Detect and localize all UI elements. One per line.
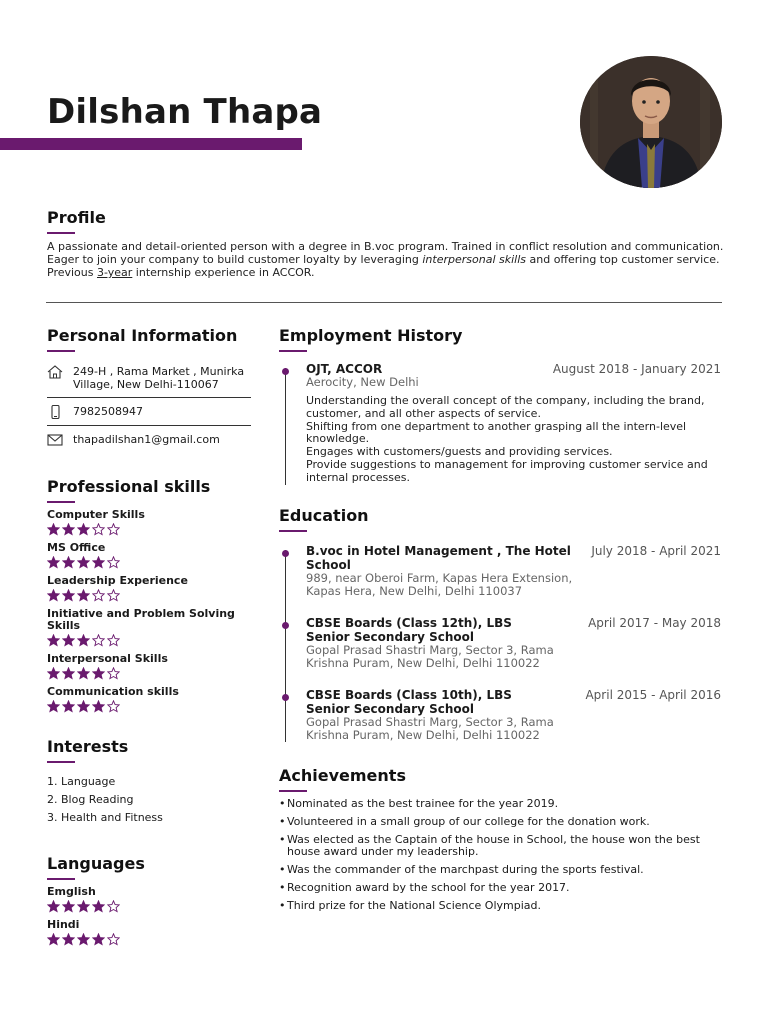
star-empty-icon <box>107 634 120 647</box>
achievement-item: • Volunteered in a small group of our college for the donation work. <box>279 816 721 829</box>
candidate-name: Dilshan Thapa <box>47 92 323 132</box>
heading-underline <box>279 790 307 792</box>
star-empty-icon <box>107 523 120 536</box>
job-duty: Understanding the overall concept of the company, including the brand, customer, and all other aspects of service. <box>306 394 705 420</box>
personal-info-heading: Personal Information <box>47 326 238 345</box>
job-date: August 2018 - January 2021 <box>552 362 721 376</box>
skill-name: MS Office <box>47 541 106 554</box>
star-filled-icon <box>62 556 75 569</box>
skill-name: Interpersonal Skills <box>47 652 168 665</box>
job-duty: Engages with customers/guests and providing services. <box>306 445 613 459</box>
star-rating <box>47 900 251 913</box>
star-filled-icon <box>47 556 60 569</box>
achievements-heading: Achievements <box>279 765 406 785</box>
profile-section <box>47 208 727 279</box>
star-empty-icon <box>92 634 105 647</box>
star-filled-icon <box>92 556 105 569</box>
star-filled-icon <box>77 700 90 713</box>
skill-item <box>47 653 251 680</box>
star-filled-icon <box>47 589 60 602</box>
education-entry <box>279 616 721 670</box>
profile-text: internship experience in ACCOR. <box>132 266 315 279</box>
education-heading: Education <box>279 505 369 525</box>
education-location: Gopal Prasad Shastri Marg, Sector 3, Rama Krishna Puram, New Delhi, Delhi 110022 <box>306 714 554 742</box>
star-filled-icon <box>62 589 75 602</box>
star-empty-icon <box>107 933 120 946</box>
skill-name: Leadership Experience <box>47 574 188 587</box>
languages-list <box>47 886 251 946</box>
education-entry <box>279 544 721 598</box>
name-accent-bar <box>0 138 302 150</box>
person-portrait-icon <box>580 56 722 188</box>
employment-entry <box>279 362 721 485</box>
star-filled-icon <box>92 900 105 913</box>
heading-underline <box>47 501 75 503</box>
star-filled-icon <box>92 667 105 680</box>
star-rating <box>47 523 251 536</box>
employment-heading: Employment History <box>279 326 463 345</box>
address-text: 249-H , Rama Market , Munirka Village, New Delhi-110067 <box>73 365 245 391</box>
profile-summary <box>47 240 727 279</box>
star-filled-icon <box>77 933 90 946</box>
heading-underline <box>47 232 75 234</box>
heading-underline <box>279 530 307 532</box>
star-empty-icon <box>92 523 105 536</box>
star-filled-icon <box>77 523 90 536</box>
profile-text: and offering top customer service. Previous <box>47 253 720 279</box>
languages-heading: Languages <box>47 854 145 873</box>
star-filled-icon <box>62 634 75 647</box>
achievement-item: • Third prize for the National Science Olympiad. <box>279 900 721 913</box>
star-empty-icon <box>92 589 105 602</box>
timeline-dot <box>282 622 289 629</box>
skill-item <box>47 608 251 647</box>
personal-info-list <box>47 358 251 453</box>
heading-underline <box>279 350 307 352</box>
timeline-dot <box>282 368 289 375</box>
job-duty: Provide suggestions to management for improving customer service and internal processes. <box>306 457 708 484</box>
star-rating <box>47 700 251 713</box>
interests-list <box>47 773 251 827</box>
job-description <box>306 395 721 485</box>
employment-timeline <box>279 362 721 485</box>
job-title: OJT, ACCOR <box>306 362 383 376</box>
star-filled-icon <box>47 634 60 647</box>
interests-heading: Interests <box>47 737 129 756</box>
skill-name: Initiative and Problem Solving Skills <box>47 607 235 632</box>
address-row <box>47 358 251 398</box>
profile-photo <box>580 56 722 188</box>
star-filled-icon <box>77 556 90 569</box>
heading-underline <box>47 761 75 763</box>
language-name: Emglish <box>47 885 96 898</box>
education-location: 989, near Oberoi Farm, Kapas Hera Extension, Kapas Hera, New Delhi, Delhi 110037 <box>306 570 573 598</box>
phone-row <box>47 398 251 426</box>
language-item <box>47 886 251 913</box>
star-filled-icon <box>77 589 90 602</box>
skills-list <box>47 509 251 713</box>
mail-icon <box>47 433 63 447</box>
star-empty-icon <box>107 667 120 680</box>
language-item <box>47 919 251 946</box>
star-filled-icon <box>47 900 60 913</box>
section-divider <box>46 302 722 303</box>
star-rating <box>47 589 251 602</box>
star-filled-icon <box>62 523 75 536</box>
star-rating <box>47 556 251 569</box>
star-empty-icon <box>107 700 120 713</box>
education-date: April 2015 - April 2016 <box>585 687 721 702</box>
star-filled-icon <box>62 700 75 713</box>
star-filled-icon <box>77 900 90 913</box>
education-timeline <box>279 544 721 742</box>
right-column <box>279 326 721 913</box>
skill-item <box>47 686 251 713</box>
email-text: thapadilshan1@gmail.com <box>73 433 220 446</box>
education-date: July 2018 - April 2021 <box>591 543 721 558</box>
star-filled-icon <box>47 667 60 680</box>
timeline-dot <box>282 694 289 701</box>
heading-underline <box>47 878 75 880</box>
heading-underline <box>47 350 75 352</box>
skill-item <box>47 542 251 569</box>
star-filled-icon <box>47 700 60 713</box>
skill-name: Computer Skills <box>47 508 145 521</box>
star-filled-icon <box>77 667 90 680</box>
star-filled-icon <box>62 667 75 680</box>
interest-item: 2. Blog Reading <box>47 793 134 806</box>
star-empty-icon <box>107 589 120 602</box>
star-rating <box>47 634 251 647</box>
timeline-dot <box>282 550 289 557</box>
star-rating <box>47 667 251 680</box>
education-title: B.voc in Hotel Management , The Hotel School <box>306 543 571 572</box>
skill-item <box>47 509 251 536</box>
profile-emphasis: interpersonal skills <box>422 253 527 266</box>
interest-item: 3. Health and Fitness <box>47 811 163 824</box>
education-date: April 2017 - May 2018 <box>588 615 721 630</box>
interest-item: 1. Language <box>47 775 116 788</box>
profile-underlined: 3-year <box>96 266 133 279</box>
home-icon <box>47 365 63 379</box>
achievement-item: • Was elected as the Captain of the house in School, the house won the best house award under my leadership. <box>279 834 721 859</box>
email-row <box>47 426 251 453</box>
education-title: CBSE Boards (Class 12th), LBS Senior Secondary School <box>306 615 512 644</box>
star-empty-icon <box>107 900 120 913</box>
achievement-item: • Was the commander of the marchpast during the sports festival. <box>279 864 721 877</box>
education-title: CBSE Boards (Class 10th), LBS Senior Secondary School <box>306 687 512 716</box>
profile-heading: Profile <box>47 208 106 227</box>
star-filled-icon <box>62 933 75 946</box>
education-entry <box>279 688 721 742</box>
star-filled-icon <box>47 933 60 946</box>
skill-name: Communication skills <box>47 685 179 698</box>
education-location: Gopal Prasad Shastri Marg, Sector 3, Rama Krishna Puram, New Delhi, Delhi 110022 <box>306 642 554 670</box>
star-filled-icon <box>62 900 75 913</box>
phone-icon <box>47 405 63 419</box>
job-duty: Shifting from one department to another grasping all the intern-level knowledge. <box>306 419 687 446</box>
profile-text: A passionate and detail-oriented person with a degree in B.voc program. Trained in conflict resolution and communication. Eager to join your company to build customer loyalty by leveraging <box>47 240 724 266</box>
star-filled-icon <box>92 700 105 713</box>
star-rating <box>47 933 251 946</box>
language-name: Hindi <box>47 918 80 931</box>
achievement-item: • Recognition award by the school for the year 2017. <box>279 882 721 895</box>
star-filled-icon <box>92 933 105 946</box>
phone-text: 7982508947 <box>73 405 143 418</box>
left-column <box>47 326 251 946</box>
star-filled-icon <box>77 634 90 647</box>
skills-heading: Professional skills <box>47 477 211 496</box>
achievements-list <box>279 798 721 913</box>
skill-item <box>47 575 251 602</box>
star-filled-icon <box>47 523 60 536</box>
achievement-item: • Nominated as the best trainee for the year 2019. <box>279 798 721 811</box>
job-location: Aerocity, New Delhi <box>306 375 419 389</box>
star-empty-icon <box>107 556 120 569</box>
